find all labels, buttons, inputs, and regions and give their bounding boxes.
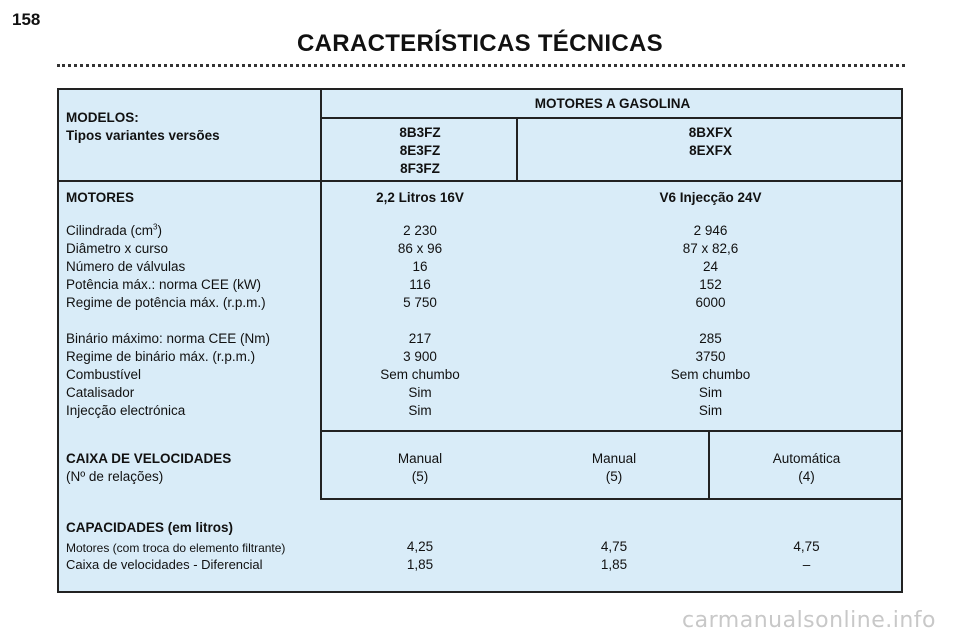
spec-value: Sim <box>408 403 432 418</box>
col2-variant: 8BXFX <box>688 125 733 140</box>
models-label: MODELOS: <box>66 110 139 125</box>
gearbox-value: (5) <box>605 469 623 484</box>
variants-label: Tipos variantes versões <box>66 128 220 143</box>
spec-value: 2 230 <box>403 223 437 238</box>
spec-value: 3750 <box>695 349 726 364</box>
spec-label: Catalisador <box>66 385 135 400</box>
spec-value: Sim <box>698 403 723 418</box>
spec-value: Sim <box>698 385 723 400</box>
gearbox-value: Manual <box>591 451 637 466</box>
spec-value: 86 x 96 <box>397 241 443 256</box>
watermark: carmanualsonline.info <box>682 608 936 633</box>
spec-value: 5 750 <box>403 295 437 310</box>
page-title: CARACTERÍSTICAS TÉCNICAS <box>297 30 663 57</box>
gearbox-value: Automática <box>772 451 841 466</box>
line-header-top <box>320 117 903 119</box>
gearbox-value: (5) <box>411 469 429 484</box>
spec-label: Cilindrada $(cm^3)$ <box>66 222 162 238</box>
capacity-value: 4,25 <box>406 539 434 554</box>
col1-engine-name: 2,2 Litros 16V <box>376 190 464 205</box>
col2-variant: 8EXFX <box>689 143 732 158</box>
col1-variant: 8E3FZ <box>399 143 441 158</box>
spec-value: 6000 <box>695 295 726 310</box>
spec-value: 152 <box>699 277 722 292</box>
capacity-value: 4,75 <box>793 539 820 554</box>
spec-label: Potência máx.: norma CEE (kW) <box>66 277 262 292</box>
dotted-divider <box>57 64 905 67</box>
col2-engine-name: V6 Injecção 24V <box>659 190 762 205</box>
spec-value: 217 <box>408 331 432 346</box>
line-gearbox-bottom <box>320 498 903 500</box>
gearbox-value: Manual <box>397 451 443 466</box>
capacity-value: 1,85 <box>406 557 434 572</box>
spec-value: 24 <box>702 259 719 274</box>
spec-value: Sem chumbo <box>670 367 751 382</box>
page-number: 158 <box>12 10 41 29</box>
spec-table <box>57 88 903 593</box>
capacity-label: Motores (com troca do elemento filtrante) <box>66 541 286 555</box>
col1-variant: 8F3FZ <box>400 161 440 176</box>
spec-value: 285 <box>699 331 722 346</box>
engine-group-label: MOTORES A GASOLINA <box>534 96 691 111</box>
spec-value: 2 946 <box>693 223 728 238</box>
spec-label: Número de válvulas <box>66 259 186 274</box>
spec-value: 87 x 82,6 <box>682 241 739 256</box>
col1-variant: 8B3FZ <box>399 125 441 140</box>
capacities-section-label: CAPACIDADES (em litros) <box>66 520 234 535</box>
spec-label: Binário máximo: norma CEE (Nm) <box>66 331 271 346</box>
spec-value: Sim <box>408 385 432 400</box>
gearbox-value: (4) <box>798 469 815 484</box>
engines-section-label: MOTORES <box>66 190 135 205</box>
spec-label: Regime de potência máx. (r.p.m.) <box>66 295 266 310</box>
capacity-label: Caixa de velocidades - Diferencial <box>66 557 263 572</box>
capacity-value: 1,85 <box>600 557 628 572</box>
capacity-value: – <box>802 557 811 572</box>
spec-label: Injecção electrónica <box>66 403 186 418</box>
gearbox-sub-label: (Nº de relações) <box>66 469 164 484</box>
line-engines-bottom <box>320 430 903 432</box>
spec-value: 116 <box>409 277 431 292</box>
spec-label: Diâmetro x curso <box>66 241 169 256</box>
gearbox-section-label: CAIXA DE VELOCIDADES <box>66 451 232 466</box>
spec-label: Regime de binário máx. (r.p.m.) <box>66 349 256 364</box>
line-header-bottom <box>59 180 903 182</box>
spec-label: Combustível <box>66 367 142 382</box>
spec-value: Sem chumbo <box>380 367 460 382</box>
spec-value: 16 <box>412 259 428 274</box>
spec-value: 3 900 <box>403 349 437 364</box>
capacity-value: 4,75 <box>600 539 628 554</box>
